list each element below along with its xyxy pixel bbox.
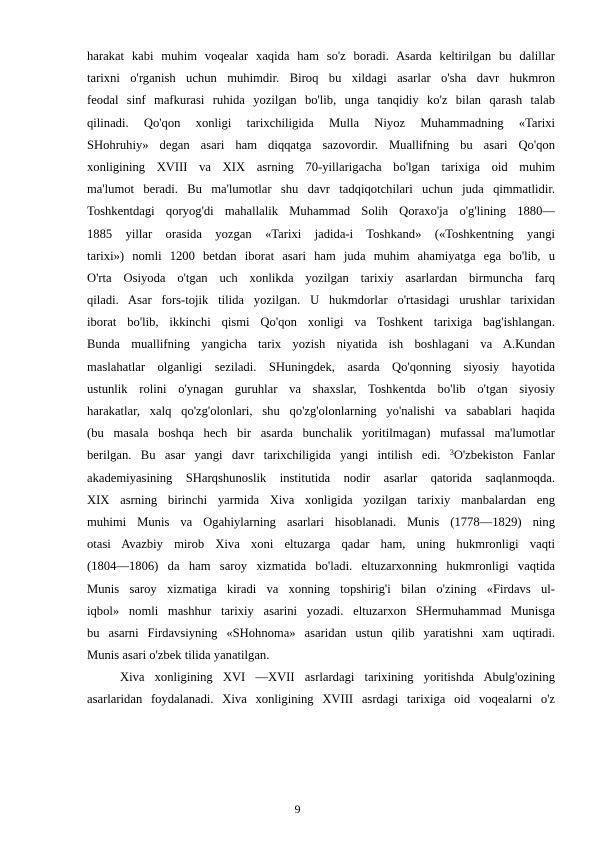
text-line: xonligining XVIII va XIX asrning 70-yillarigacha bo'lgan tarixiga oid muhim	[87, 159, 555, 174]
text-line: Toshkentdagi qoryog'di mahallalik Muhammad Solih Qoraxo'ja o'g'lining 1880—	[87, 204, 555, 219]
text-line: O'rta Osiyoda o'tgan uch xonlikda yozilgan tarixiy asarlardan birmuncha farq	[87, 270, 555, 285]
paragraph-2	[87, 666, 555, 710]
text-line: tarixni o'rganish uchun muhimdir. Biroq bu xildagi asarlar o'sha davr hukmron	[87, 71, 555, 86]
paragraph-1-continued	[87, 467, 555, 667]
text-line: akademiyasining SHarqshunoslik institutida nodir asarlar qatorida saqlanmoqda.	[87, 470, 555, 485]
text-line: tarixi») nomli 1200 betdan iborat asari ham juda muhim ahamiyatga ega bo'lib, u	[87, 248, 555, 263]
body-text	[87, 45, 555, 711]
text-line: bu asarni Firdavsiyning «SHohnoma» asaridan ustun qilib yaratishni xam uqtiradi.	[87, 625, 555, 640]
text-line: Munis saroy xizmatiga kiradi va xonning topshirig'i bilan o'zining «Firdavs ul-	[87, 581, 555, 596]
footnote-marker: 3	[449, 448, 454, 458]
text-line: 1885 yillar orasida yozgan «Tarixi jadida-i Toshkand» («Toshkentning yangi	[87, 226, 555, 241]
text-line: XIX asrning birinchi yarmida Xiva xonligida yozilgan tarixiy manbalardan eng	[87, 492, 555, 507]
text-line: SHohruhiy» degan asari ham diqqatga sazovordir. Muallifning bu asari Qo'qon	[87, 137, 555, 152]
text-line: (bu masala boshqa hech bir asarda bunchalik yoritilmagan) mufassal ma'lumotlar	[87, 426, 555, 441]
text-line: muhimi Munis va Ogahiylarning asarlari hisoblanadi. Munis (1778—1829) ning	[87, 514, 555, 529]
text-segment: berilgan. Bu asar yangi davr tarixchiligida yangi intilish edi.	[87, 448, 450, 463]
text-line: otasi Avazbiy mirob Xiva xoni eltuzarga qadar ham, uning hukmronligi vaqti	[87, 537, 555, 552]
text-line: Bunda muallifning yangicha tarix yozish niyatida ish boshlagani va A.Kundan	[87, 337, 555, 352]
page-number: 9	[294, 802, 301, 816]
text-line: iqbol» nomli mashhur tarixiy asarini yozadi. eltuzarxon SHermuhammad Munisga	[87, 603, 555, 618]
text-line: harakat kabi muhim voqealar xaqida ham so'z boradi. Asarda keltirilgan bu dalillar	[87, 49, 555, 63]
text-line: Xiva xonligining XVI —XVII asrlardagi tarixining yoritishda Abulg'ozining	[120, 670, 555, 685]
text-line: harakatlar, xalq qo'zg'olonlari, shu qo'zg'olonlarning yo'nalishi va sabablari haqida	[87, 404, 555, 418]
paragraph-1	[87, 45, 555, 444]
text-line: ustunlik rolini o'ynagan guruhlar va shaxslar, Toshkentda bo'lib o'tgan siyosiy	[87, 381, 555, 396]
text-line: iborat bo'lib, ikkinchi qismi Qo'qon xonligi va Toshkent tarixiga bag'ishlangan.	[87, 315, 555, 330]
text-line: ma'lumot beradi. Bu ma'lumotlar shu davr tadqiqotchilari uchun juda qimmatlidir.	[87, 182, 555, 197]
text-line: maslahatlar olganligi seziladi. SHuningdek, asarda Qo'qonning siyosiy hayotida	[87, 359, 555, 374]
text-line-with-footnote	[87, 444, 555, 466]
text-line: feodal sinf mafkurasi ruhida yozilgan bo'lib, unga tanqidiy ko'z bilan qarash talab	[87, 93, 555, 108]
text-segment: O'zbekiston Fanlar	[453, 448, 555, 463]
text-line: asarlaridan foydalanadi. Xiva xonligining XVIII asrdagi tarixiga oid voqealarni o'z	[87, 692, 555, 707]
text-line: (1804—1806) da ham saroy xizmatida bo'ladi. eltuzarxonning hukmronligi vaqtida	[87, 559, 555, 574]
text-line: Munis asari o'zbek tilida yanatilgan.	[87, 648, 270, 663]
text-line: qilinadi. Qo'qon xonligi tarixchiligida Mulla Niyoz Muhammadning «Tarixi	[87, 115, 555, 130]
text-line: qiladi. Asar fors-tojik tilida yozilgan. U hukmdorlar o'rtasidagi urushlar tarixidan	[87, 293, 555, 308]
